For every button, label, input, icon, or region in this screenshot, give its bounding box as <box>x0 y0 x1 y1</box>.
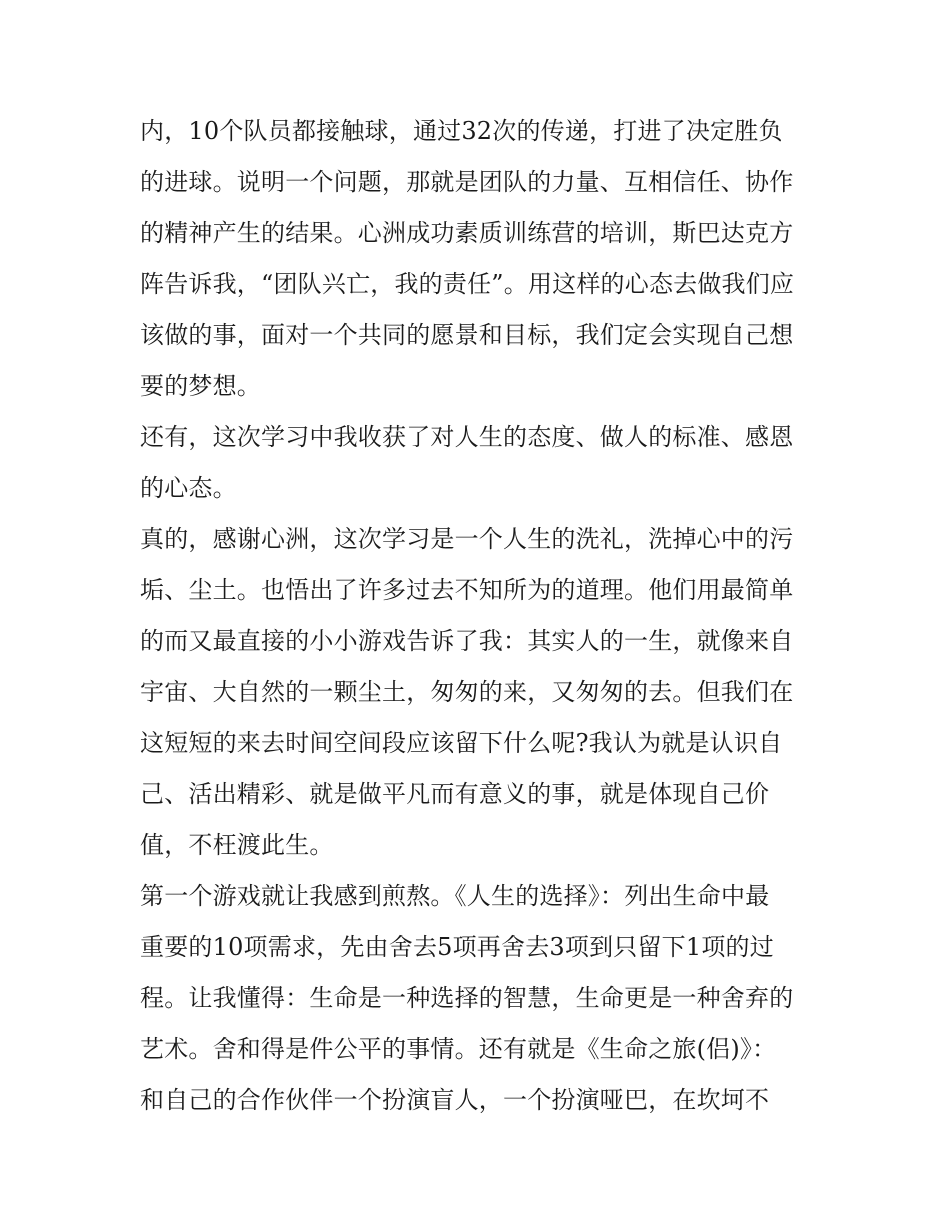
text-line: 这短短的来去时间空间段应该留下什么呢?我认为就是认识自 <box>140 729 783 757</box>
text-line: 阵告诉我，“团队兴亡，我的责任”。用这样的心态去做我们应 <box>140 270 795 298</box>
text-line: 内，10个队员都接触球，通过32次的传递，打进了决定胜负 <box>140 117 783 145</box>
text-line: 的心态。 <box>140 474 237 502</box>
text-line: 真的，感谢心洲，这次学习是一个人生的洗礼，洗掉心中的污 <box>140 525 794 553</box>
text-line: 值，不枉渡此生。 <box>140 831 334 859</box>
text-line: 的进球。说明一个问题，那就是团队的力量、互相信任、协作 <box>140 168 794 196</box>
text-line: 要的梦想。 <box>140 372 261 400</box>
text-line: 该做的事，面对一个共同的愿景和目标，我们定会实现自己想 <box>140 321 794 349</box>
text-line: 己、活出精彩、就是做平凡而有意义的事，就是体现自己价 <box>140 780 770 808</box>
text-line: 的精神产生的结果。心洲成功素质训练营的培训，斯巴达克方 <box>140 219 794 247</box>
text-line: 宇宙、大自然的一颗尘土，匆匆的来，又匆匆的去。但我们在 <box>140 678 794 706</box>
text-line: 第一个游戏就让我感到煎熬。《人生的选择》：列出生命中最 <box>140 882 770 910</box>
text-line: 艺术。舍和得是件公平的事情。还有就是《生命之旅(侣)》： <box>140 1035 777 1063</box>
text-line: 的而又最直接的小小游戏告诉了我：其实人的一生，就像来自 <box>140 627 794 655</box>
text-line: 和自己的合作伙伴一个扮演盲人，一个扮演哑巴，在坎坷不 <box>140 1086 770 1114</box>
document-body <box>140 106 820 1126</box>
text-line: 还有，这次学习中我收获了对人生的态度、做人的标准、感恩 <box>140 423 794 451</box>
text-line: 垢、尘土。也悟出了许多过去不知所为的道理。他们用最简单 <box>140 576 794 604</box>
text-line: 重要的10项需求，先由舍去5项再舍去3项到只留下1项的过 <box>140 933 774 961</box>
text-line: 程。让我懂得：生命是一种选择的智慧，生命更是一种舍弃的 <box>140 984 794 1012</box>
